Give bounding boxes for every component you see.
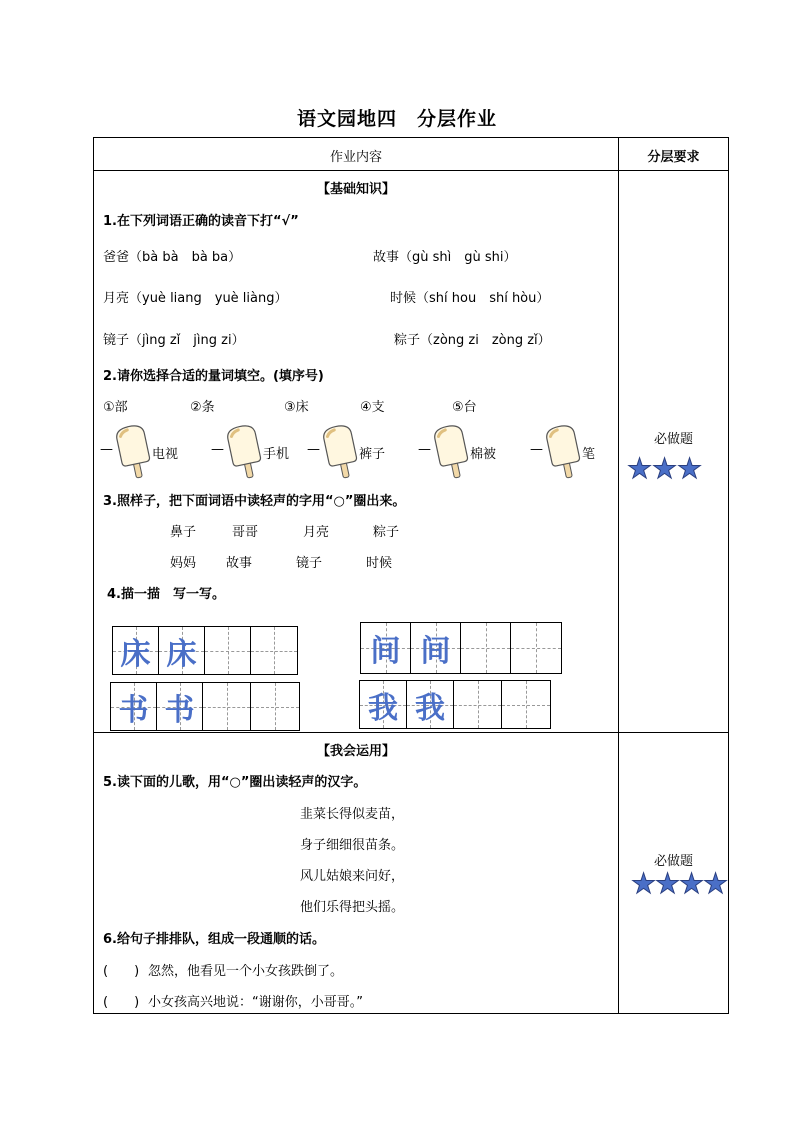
q1-item: 故事（gù shì gù shi） (373, 250, 517, 265)
q1-item: 月亮（yuè liang yuè liàng） (103, 291, 288, 306)
poem-line: 韭菜长得似麦苗， (300, 807, 405, 822)
blank-cell[interactable] (502, 681, 550, 728)
star-icon: ★ (703, 867, 729, 900)
popsicle-icon (544, 424, 584, 480)
trace-char: 我 (368, 690, 398, 726)
q3-word: 粽子 (373, 525, 400, 540)
q2-blank-word: 电视 (152, 447, 179, 462)
q1-item: 镜子（jìng zǐ jìng zi） (103, 333, 245, 348)
blank-cell[interactable] (205, 627, 251, 674)
q2-blank-dash: — (100, 442, 113, 457)
writing-grid (110, 682, 300, 731)
q2-blank-word: 笔 (582, 447, 596, 462)
q3-word: 月亮 (303, 525, 330, 540)
section-heading-apply: 【我会运用】 (316, 744, 395, 759)
q2-option: ⑤台 (452, 400, 477, 415)
q2-option: ②条 (190, 400, 215, 415)
q6-sentence: 忽然，他看见一个小女孩跌倒了。 (148, 964, 344, 979)
trace-char: 间 (420, 634, 451, 669)
writing-grid (359, 680, 551, 729)
q2-blank-word: 手机 (263, 447, 290, 462)
q1-title: 1.在下列词语正确的读音下打“√” (103, 214, 299, 229)
star-icon: ★ (631, 867, 657, 900)
trace-char: 书 (118, 692, 149, 728)
q6-title: 6.给句子排排队，组成一段通顺的话。 (103, 932, 325, 947)
q2-blank-word: 裤子 (359, 447, 386, 462)
popsicle-icon (114, 424, 154, 480)
poem-line: 身子细细很苗条。 (300, 838, 405, 853)
trace-char: 我 (415, 690, 445, 726)
q2-blank-word: 棉被 (470, 447, 497, 462)
q3-word: 哥哥 (232, 525, 259, 540)
trace-char: 床 (120, 636, 151, 672)
star-icon: ★ (652, 452, 678, 485)
blank-cell[interactable] (454, 681, 502, 728)
q2-option: ④支 (360, 400, 385, 415)
section-heading-basic: 【基础知识】 (316, 182, 395, 197)
star-icon: ★ (627, 452, 653, 485)
trace-char: 间 (370, 634, 401, 669)
header-requirement: 分层要求 (647, 150, 700, 165)
blank-cell[interactable] (203, 683, 251, 730)
trace-char: 书 (164, 692, 195, 728)
requirement-label: 必做题 (653, 854, 693, 869)
q2-blank-dash: — (307, 442, 320, 457)
q1-item: 粽子（zòng zi zòng zǐ） (394, 333, 551, 348)
blank-cell[interactable] (461, 623, 511, 673)
blank-cell[interactable] (251, 627, 297, 674)
header-content: 作业内容 (329, 150, 382, 165)
q2-title: 2.请你选择合适的量词填空。(填序号) (103, 369, 324, 384)
q6-blank[interactable]: ( ) (103, 964, 140, 979)
q1-item: 时候（shí hou shí hòu） (390, 291, 550, 306)
blank-cell[interactable] (511, 623, 561, 673)
star-icon: ★ (679, 867, 705, 900)
requirement-label: 必做题 (653, 432, 693, 447)
poem-line: 他们乐得把头摇。 (300, 900, 405, 915)
star-icon: ★ (655, 867, 681, 900)
q3-title: 3.照样子，把下面词语中读轻声的字用“○”圈出来。 (103, 494, 406, 509)
q5-title: 5.读下面的儿歌，用“○”圈出读轻声的汉字。 (103, 775, 367, 790)
q1-item: 爸爸（bà bà bà ba） (103, 250, 242, 265)
page-title: 语文园地四 分层作业 (296, 108, 497, 130)
q2-blank-dash: — (211, 442, 224, 457)
popsicle-icon (225, 424, 265, 480)
q3-word: 镜子 (296, 556, 323, 571)
writing-grid (112, 626, 298, 675)
trace-char: 床 (166, 636, 197, 672)
q2-blank-dash: — (530, 442, 543, 457)
popsicle-icon (432, 424, 472, 480)
q2-option: ③床 (284, 400, 309, 415)
q6-blank[interactable]: ( ) (103, 995, 140, 1010)
q4-title: 4.描一描 写一写。 (107, 587, 225, 602)
q3-word: 鼻子 (170, 525, 197, 540)
q6-sentence: 小女孩高兴地说：“谢谢你，小哥哥。” (148, 995, 363, 1010)
q3-word: 故事 (226, 556, 253, 571)
writing-grid (360, 622, 562, 674)
star-icon: ★ (677, 452, 703, 485)
q3-word: 时候 (366, 556, 393, 571)
poem-line: 风儿姑娘来问好， (300, 869, 405, 884)
q2-blank-dash: — (418, 442, 431, 457)
blank-cell[interactable] (251, 683, 299, 730)
q3-word: 妈妈 (170, 556, 197, 571)
q2-option: ①部 (103, 400, 128, 415)
popsicle-icon (321, 424, 361, 480)
